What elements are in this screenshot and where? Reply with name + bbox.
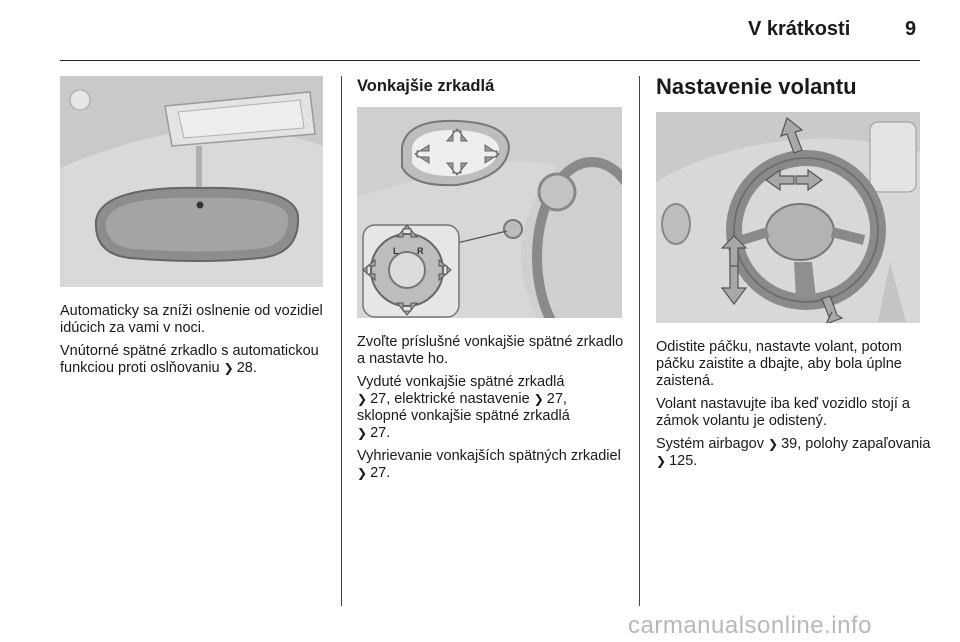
reference-arrow-icon[interactable]: ❯	[357, 466, 368, 480]
page-reference[interactable]: 27.	[370, 425, 391, 441]
paragraph-heated-mirrors	[357, 448, 627, 482]
paragraph-adjust-warning: Volant nastavujte iba keď vozidlo stojí a zámok volantu je odistený.	[656, 396, 910, 429]
column-3	[656, 74, 926, 99]
reference-arrow-icon[interactable]: ❯	[656, 454, 667, 468]
exterior-mirror-figure	[357, 107, 622, 318]
reference-arrow-icon[interactable]: ❯	[357, 392, 368, 406]
page-number: 9	[905, 18, 917, 40]
column-2-text	[357, 334, 627, 488]
paragraph-airbag-references	[656, 436, 931, 470]
column-3-text	[656, 339, 931, 476]
page-reference[interactable]: 27.	[370, 465, 391, 481]
reference-arrow-icon[interactable]: ❯	[357, 426, 368, 440]
page-reference[interactable]: 39, polohy zapaľovania	[781, 436, 931, 452]
running-header-title: V krátkosti	[748, 18, 851, 40]
rearview-mirror-figure	[60, 76, 323, 287]
text: sklopné vonkajšie spätné zrkadlá	[357, 408, 570, 424]
paragraph-mirror-references	[357, 374, 627, 442]
paragraph-automatic-mirror	[60, 343, 330, 377]
reference-arrow-icon[interactable]: ❯	[533, 392, 544, 406]
text: Vyhrievanie vonkajších spätných zrkadiel	[357, 448, 621, 464]
reference-arrow-icon[interactable]: ❯	[768, 437, 779, 451]
section-heading-steering-wheel: Nastavenie volantu	[656, 74, 857, 99]
column-2	[357, 78, 627, 95]
text: Vnútorné spätné zrkadlo s automatickou funkciou proti oslňovaniu	[60, 343, 319, 376]
paragraph-unlock-lever: Odistite páčku, nastavte volant, potom páčku zaistite a dbajte, aby bola úplne zaistená.	[656, 339, 902, 389]
header-rule	[60, 60, 920, 61]
page-reference[interactable]: 27, elektrické nastavenie	[370, 391, 530, 407]
page-reference[interactable]: 28.	[236, 360, 257, 376]
steering-wheel-figure	[656, 112, 920, 323]
text: Vyduté vonkajšie spätné zrkadlá	[357, 374, 565, 390]
column-1-text	[60, 303, 330, 383]
section-heading-exterior-mirrors: Vonkajšie zrkadlá	[357, 77, 495, 95]
watermark: carmanualsonline.info	[628, 612, 872, 639]
paragraph-antiglare: Automaticky sa zníži oslnenie od vozidiel idúcich za vami v noci.	[60, 303, 323, 336]
control-label-left: L	[393, 246, 399, 256]
reference-arrow-icon[interactable]: ❯	[223, 361, 234, 375]
column-divider-1	[341, 76, 342, 606]
control-label-right: R	[417, 246, 424, 256]
paragraph-select-mirror: Zvoľte príslušné vonkajšie spätné zrkadlo a nastavte ho.	[357, 334, 624, 367]
column-divider-2	[639, 76, 640, 606]
text: Systém airbagov	[656, 436, 764, 452]
page-reference[interactable]: 125.	[669, 453, 698, 469]
page-reference[interactable]: 27,	[546, 391, 567, 407]
